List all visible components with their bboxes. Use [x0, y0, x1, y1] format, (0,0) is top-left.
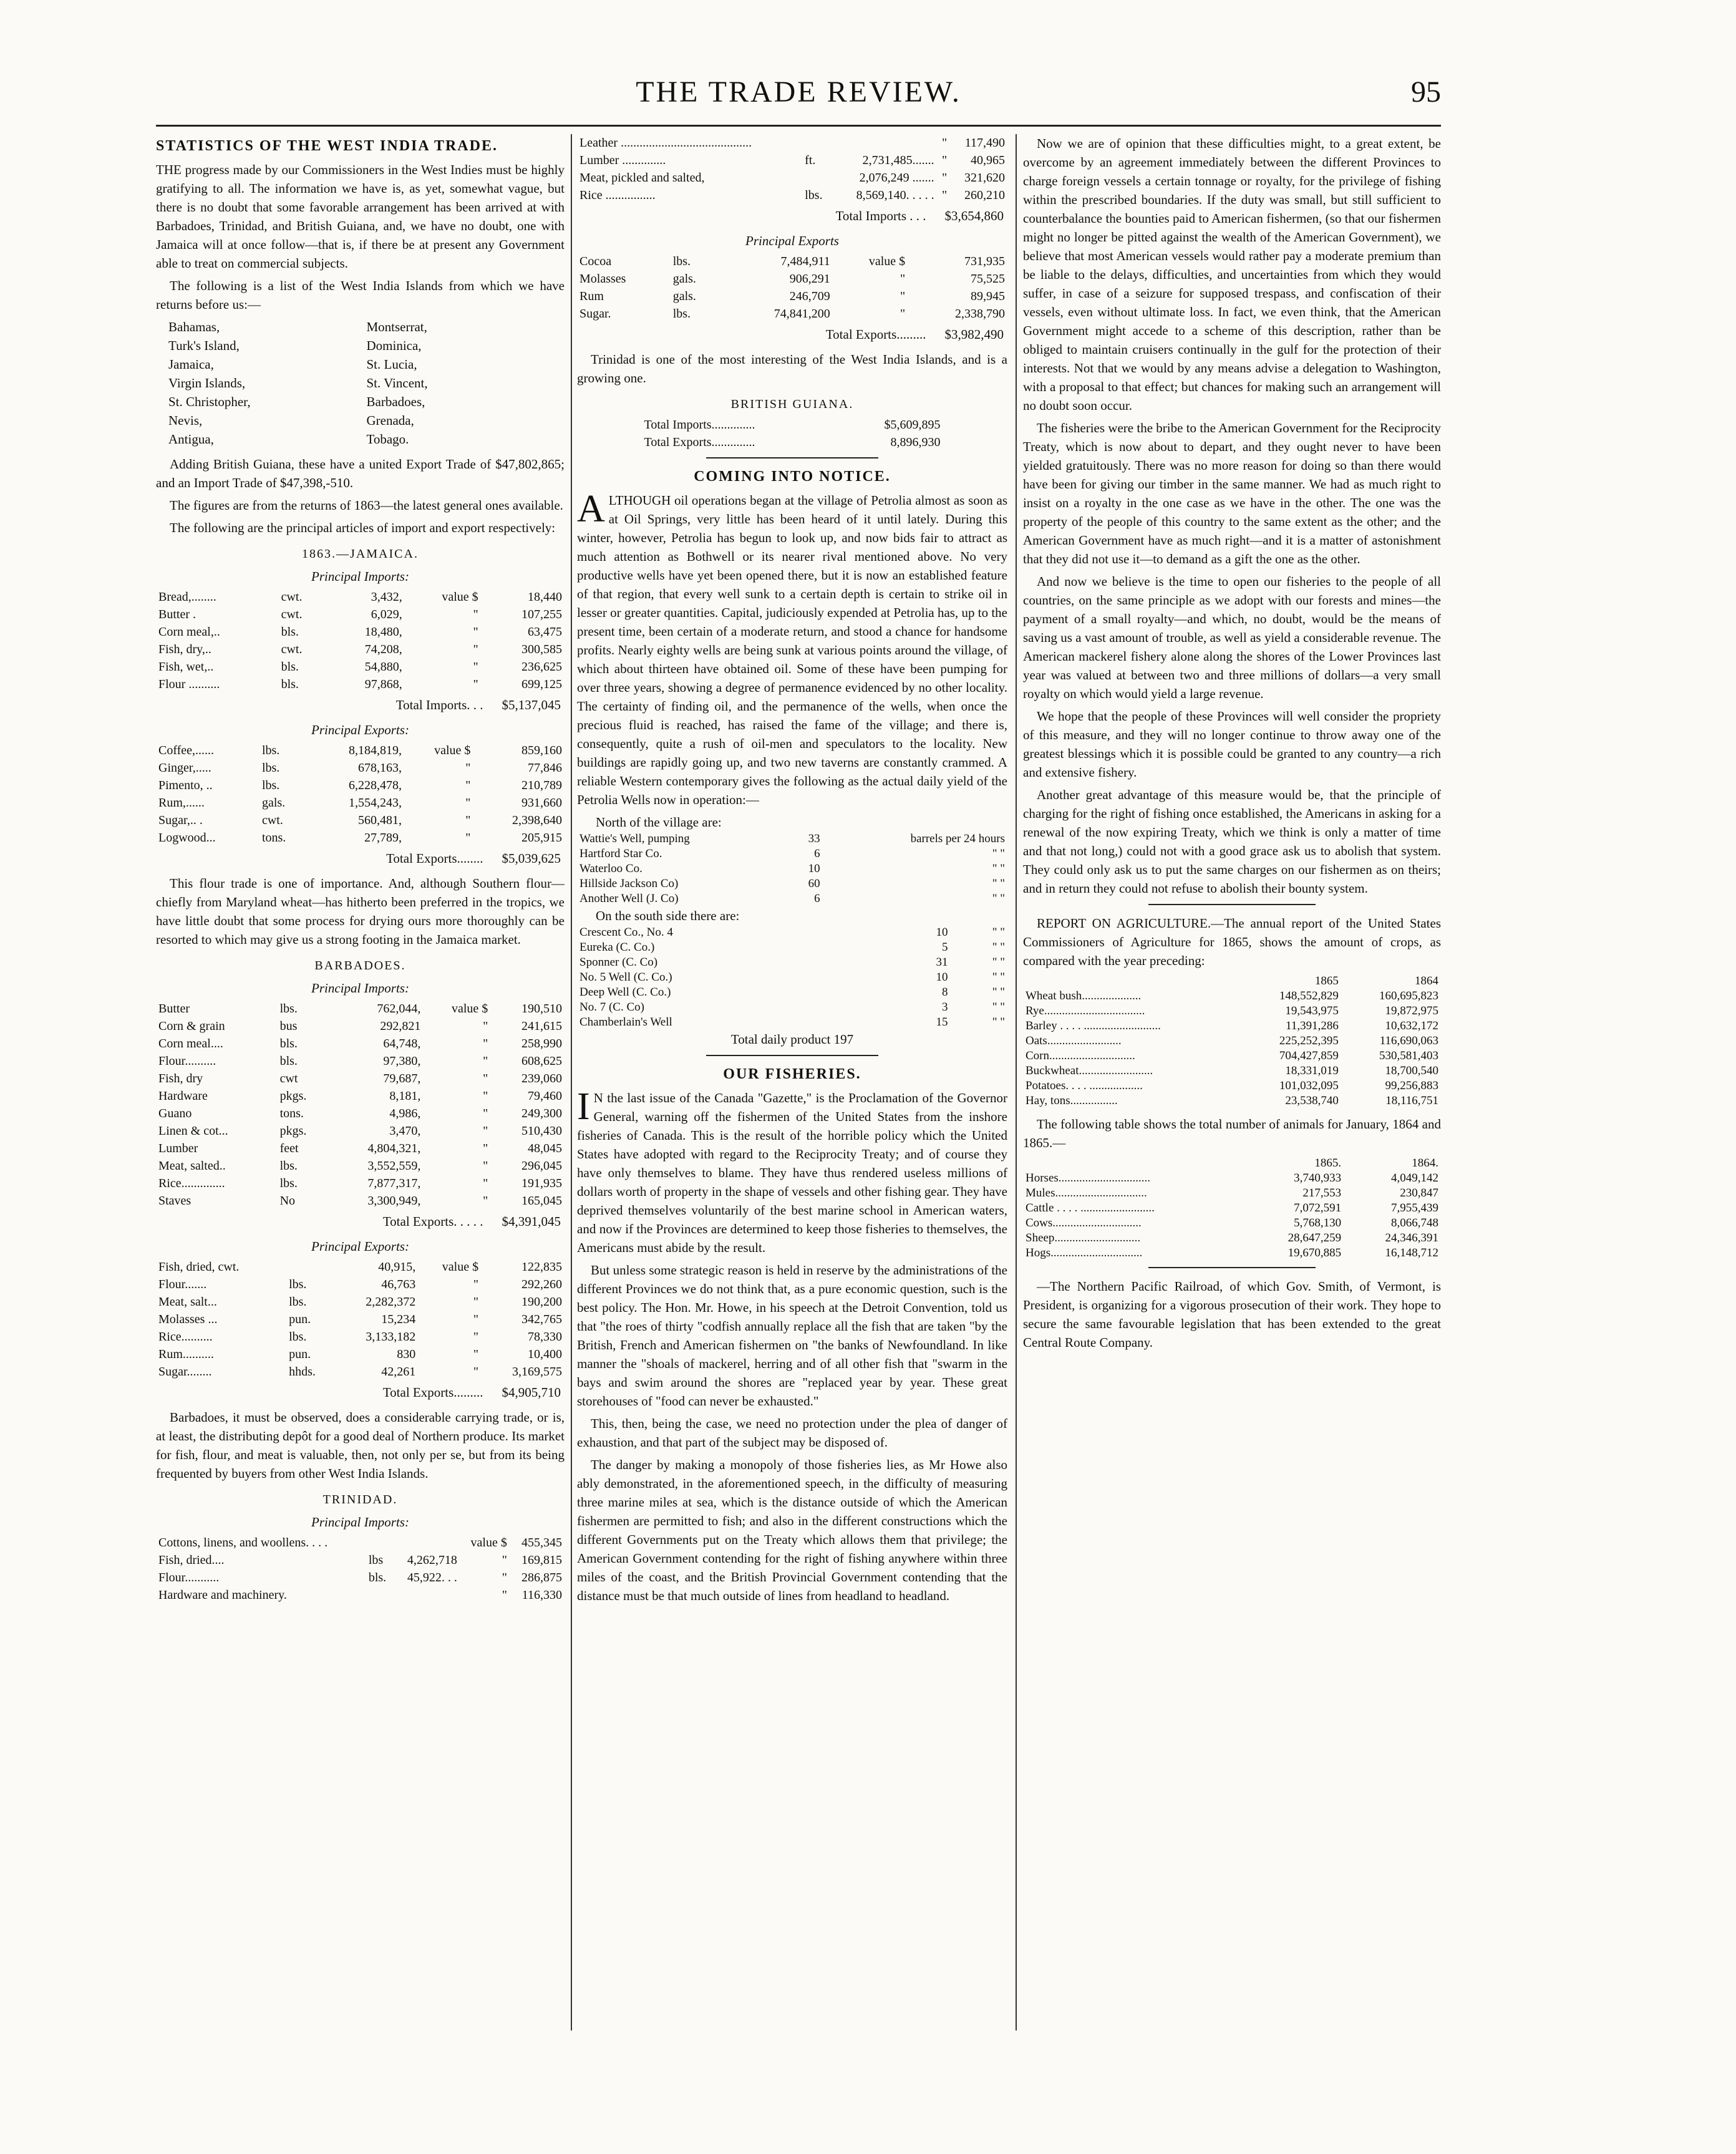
table-row: Wattie's Well, pumping 33 barrels per 24 hours — [579, 832, 1005, 845]
page-number: 95 — [1411, 75, 1441, 109]
table-row: Another Well (J. Co) 6 " " — [579, 892, 1005, 905]
barbadoes-imports-table — [156, 1000, 565, 1210]
table-row: Hillside Jackson Co) 60 " " — [579, 877, 1005, 890]
table-row: Coffee,...... lbs. 8,184,819, value $ 859,160 — [158, 744, 562, 757]
trinidad-imports-table-cont — [577, 134, 1007, 204]
table-row: Cocoa lbs. 7,484,911 value $ 731,935 — [579, 255, 1005, 268]
table-row: Rye.................................. 19,543,975 19,872,975 — [1026, 1004, 1438, 1017]
total-line: Total Imports . . . $3,654,860 — [835, 208, 1004, 223]
table-row: Mules............................... 217,553 230,847 — [1026, 1186, 1438, 1200]
subsection-heading: Principal Imports: — [311, 569, 409, 584]
table-row: Flour.......... bls. 97,380, " 608,625 — [158, 1054, 562, 1068]
well-list-heading: On the south side there are: — [596, 908, 740, 923]
island-name: Antigua, — [168, 432, 214, 447]
table-row: Fish, dried.... lbs 4,262,718 " 169,815 — [158, 1553, 562, 1567]
section-heading: BRITISH GUIANA. — [730, 397, 854, 411]
table-row: Rice.............. lbs. 7,877,317, " 191,935 — [158, 1176, 562, 1190]
section-heading: BARBADOES. — [314, 959, 406, 973]
table-row: Hardware pkgs. 8,181, " 79,460 — [158, 1089, 562, 1103]
island-name: St. Christopher, — [168, 394, 251, 409]
paragraph: And now we believe is the time to open our fisheries to the people of all countries, on the same principle as we adopt with our forests and mines—the payment of a small royalty—and which, no doubt, would be the means of saving us a vast amount of trouble, as well as yield a considerable revenue. The American mackerel fishery alone along the shores of the Lower Provinces last year was valued at between two and three millions of dollars—a very small royalty on which would yield a large revenue. — [1023, 574, 1441, 701]
table-row: Flour .......... bls. 97,868, " 699,125 — [158, 677, 562, 691]
jamaica-imports-table — [156, 588, 565, 693]
island-name: Jamaica, — [168, 357, 214, 372]
table-row: Cows.............................. 5,768,130 8,066,748 — [1026, 1216, 1438, 1230]
table-row: Pimento, .. lbs. 6,228,478, " 210,789 — [158, 779, 562, 792]
paragraph: The danger by making a monopoly of those fisheries lies, as Mr Howe also ably demonstrated, in the aforementioned speech, in the difficulty of measuring three marine miles at sea, which is the distance outside of which the American fishermen are permitted to fish; and also in the different constructions which the different Governments put on the Treaty which allows them that privilege; the American Government contending for the right of fishing anywhere within three miles of the coast, and the British Provincial Government contending that the distance must be that much outside of lines from headland to headland. — [577, 1457, 1007, 1603]
divider — [706, 457, 878, 458]
total-line: Total Imports. . . $5,137,045 — [395, 697, 561, 712]
table-row: Rum,...... gals. 1,554,243, " 931,660 — [158, 796, 562, 810]
table-row: Eureka (C. Co.) 5 " " — [579, 941, 1005, 954]
column-2 — [577, 134, 1007, 2030]
table-row: Sugar,.. . cwt. 560,481, " 2,398,640 — [158, 813, 562, 827]
railroad-note: —The Northern Pacific Railroad, of which Gov. Smith, of Vermont, is President, is organizing for a vigorous prosecution of their work. They hope to secure the same favourable legislation that has been extended to the great Central Route Company. — [1023, 1279, 1441, 1350]
table-row: Fish, dry cwt 79,687, " 239,060 — [158, 1072, 562, 1085]
column-rule — [571, 134, 572, 2030]
table-row: Total Imports.............. $5,609,895 — [644, 418, 941, 432]
trinidad-exports-table — [577, 253, 1007, 323]
table-row: Ginger,..... lbs. 678,163, " 77,846 — [158, 761, 562, 775]
paragraph: We hope that the people of these Provinces will well consider the propriety of this measure, and they will no longer continue to throw away one of the greatest blessings which it is possible could be granted to any country—a rich and extensive fishery. — [1023, 709, 1441, 780]
total-line: Total Exports. . . . . $4,391,045 — [382, 1214, 561, 1229]
table-row: Fish, dry,.. cwt. 74,208, " 300,585 — [158, 643, 562, 656]
table-row: Butter lbs. 762,044, value $ 190,510 — [158, 1002, 562, 1016]
table-row: Rum.......... pun. 830 " 10,400 — [158, 1347, 562, 1361]
island-name: Dominica, — [366, 338, 422, 353]
table-row: Bread,........ cwt. 3,432, value $ 18,440 — [158, 590, 562, 604]
section-heading: 1863.—JAMAICA. — [302, 547, 419, 561]
total-line: Total Exports......... $3,982,490 — [825, 327, 1004, 342]
island-name: St. Vincent, — [366, 376, 428, 391]
paragraph: The figures are from the returns of 1863—the latest general ones available. — [170, 498, 563, 513]
table-row: Chamberlain's Well 15 " " — [579, 1016, 1005, 1029]
article-body: I N the last issue of the Canada "Gazette," is the Proclamation of the Governor General, warning off the fishermen of the United States from the inshore fisheries of Canada. This is the result of the horrible policy which the United States have adopted with regard to the Reciprocity Treaty; and of course they have only themselves to blame. They have thus rendered useless millions of dollars worth of property in the shape of vessels and other fishing gear. They have deprived themselves voluntarily of the best marine school in American waters, and now if the Provinces are determined to keep those fisheries to themselves, the Americans must abide by the result. — [577, 1085, 1007, 1255]
drop-cap: A — [577, 488, 605, 530]
masthead-title: THE TRADE REVIEW. — [636, 75, 961, 109]
table-row: Cottons, linens, and woollens. . . . value $ 455,345 — [158, 1536, 562, 1550]
table-row: Molasses ... pun. 15,234 " 342,765 — [158, 1312, 562, 1326]
island-name: Bahamas, — [168, 319, 220, 334]
table-row: Sponner (C. Co) 31 " " — [579, 956, 1005, 969]
island-name: St. Lucia, — [366, 357, 417, 372]
guiana-table — [642, 416, 943, 451]
table-row: Linen & cot... pkgs. 3,470, " 510,430 — [158, 1124, 562, 1138]
wells-north-table — [577, 832, 1007, 906]
paragraph: The fisheries were the bribe to the American Government for the Reciprocity Treaty, which is now about to depart, and they ought never to have been yielded gratuitously. There was no more reason for doing so than there would have been for giving our timber in the same manner. We had as much right to insist on a royalty in the one case as we have in the other. The one was the property of the people of this country to the same extent as the other; and the American Government have as much right—and it is a matter of astonishment that they did not use it—to demand as a gift the one as the other. — [1023, 420, 1441, 566]
paragraph: But unless some strategic reason is held in reserve by the administrations of the different Provinces we do not think that, as a pure economic question, such is the best policy. The Hon. Mr. Howe, in his speech at the Detroit Convention, told us that "the roes of thirty "codfish annually replace all the fish that are taken "by the British, French and American fishermen on "the banks of Newfoundland. In like manner the "shoals of mackerel, herring and of all other fish that "swarm in the bays and swim around the shores are "replaced year by year. These great storehouses of "food can never be exhausted." — [577, 1263, 1007, 1409]
paragraph: Another great advantage of this measure would be, that the principle of charging for the right of fishing once established, the Americans in asking for a renewal of the now expiring Treaty, which we think is only a matter of time and that not long,) could not with a good grace ask us to abolish that system. They could only ask us to put the same charges on our fishermen as on theirs; and in return they could not refuse to abolish their bounty system. — [1023, 787, 1441, 896]
table-row: No. 5 Well (C. Co.) 10 " " — [579, 971, 1005, 984]
table-row: Corn meal,.. bls. 18,480, " 63,475 — [158, 625, 562, 639]
table-row: Sheep............................. 28,647,259 24,346,391 — [1026, 1231, 1438, 1244]
table-row: Cattle . . . . ......................... 7,072,591 7,955,439 — [1026, 1201, 1438, 1215]
article-body: ALTHOUGH oil operations began at the village of Petrolia almost as soon as at Oil Springs, very little has been heard of it until lately. During this winter, however, Petrolia has begun to look up, and now bids fair to attract as much attention as Bothwell or its nearer rival mentioned above. No very productive wells have yet been opened there, but it is now an established feature of that region, that every well sunk to a certain depth is certain to strike oil in lesser or greater quantities. Capital, judiciously expended at Petrolia has, up to the present time, been certain of a moderate return, and stood a chance for handsome profits. Nearly eighty wells are being sunk at various points around the village, of which about thirteen have obtained oil. Some of these have been pumping for over three years, showing a degree of permanence evidenced by no other locality. The certainty of finding oil, and the permanence of the wells, when once the precious fluid is reached, has raised the fame of the village; and there is, consequently, quite a rush of oil-men and speculators to the locality. New buildings are rapidly going up, and two new taverns are constantly crammed. A reliable Western contemporary gives the following as the actual daily yield of the Petrolia Wells now in operation:— — [577, 488, 1007, 807]
table-row: Waterloo Co. 10 " " — [579, 862, 1005, 875]
island-name: Montserrat, — [366, 319, 427, 334]
page-header — [156, 75, 1441, 119]
paragraph: Barbadoes, it must be observed, does a considerable carrying trade, or is, at least, the distributing depôt for a good deal of Northern produce. Its market for fish, flour, and meat is valuable, then, not only per se, but from its being frequented by buyers from other West India Islands. — [156, 1410, 565, 1481]
table-row: Corn & grain bus 292,821 " 241,615 — [158, 1019, 562, 1033]
table-row: Barley . . . . .......................... 11,391,286 10,632,172 — [1026, 1019, 1438, 1032]
table-row: Total Exports.............. 8,896,930 — [644, 435, 941, 449]
well-list-heading: North of the village are: — [596, 815, 722, 830]
crops-table: 1865 1864 Wheat bush.................... 148,552,829 160,695,823 Rye.................................. 19,543,975 19,872,975 Barley . . . . .......................... 11,391,286 10,632,172 Oats......................... 225,252,395 116,690,063 Corn............................. 704,427,859 530,581,403 Buckwheat......................... 18,331,019 18,700,540 Potatoes. . . . .................. 101,032,095 99,256,883 Hay, tons................ 23,538,740 18,116,751 — [1023, 974, 1441, 1109]
paragraph: The following table shows the total number of animals for January, 1864 and 1865.— — [1023, 1117, 1441, 1150]
table-row: Rice.......... lbs. 3,133,182 " 78,330 — [158, 1330, 562, 1344]
divider — [706, 1055, 878, 1056]
table-row: Rice ................ lbs. 8,569,140. . . . . " 260,210 — [579, 188, 1005, 202]
column-3 — [1023, 134, 1441, 2030]
table-row: Horses............................... 3,740,933 4,049,142 — [1026, 1172, 1438, 1185]
column-rule — [1016, 134, 1017, 2030]
subsection-heading: Principal Exports — [745, 233, 839, 248]
article-title: STATISTICS OF THE WEST INDIA TRADE. — [156, 138, 498, 154]
table-row: Butter . cwt. 6,029, " 107,255 — [158, 608, 562, 621]
table-row: Meat, pickled and salted, 2,076,249 ....... " 321,620 — [579, 171, 1005, 185]
table-row: Potatoes. . . . .................. 101,032,095 99,256,883 — [1026, 1079, 1438, 1092]
table-row: Sugar. lbs. 74,841,200 " 2,338,790 — [579, 307, 1005, 321]
table-row: Oats......................... 225,252,395 116,690,063 — [1026, 1034, 1438, 1047]
table-row: Hogs............................... 19,670,885 16,148,712 — [1026, 1246, 1438, 1259]
section-heading: TRINIDAD. — [322, 1493, 398, 1506]
divider — [1148, 904, 1316, 905]
island-name: Grenada, — [366, 413, 414, 428]
animals-table: 1865. 1864. Horses............................... 3,740,933 4,049,142 Mules............................... 217,553 230,847 Cattle . . . . ......................... 7,072,591 7,955,439 Cows.............................. 5,768,130 8,066,748 Sheep............................. 28,647,259 24,346,391 Hogs............................... 19,670,885 16,148,712 — [1023, 1156, 1441, 1261]
table-row: Buckwheat......................... 18,331,019 18,700,540 — [1026, 1064, 1438, 1077]
wells-south-table — [577, 925, 1007, 1030]
subsection-heading: Principal Exports: — [311, 722, 409, 737]
column-1 — [156, 134, 565, 2030]
table-row: Hardware and machinery. " 116,330 — [158, 1588, 562, 1602]
island-list — [168, 318, 565, 449]
table-row: Sugar........ hhds. 42,261 " 3,169,575 — [158, 1365, 562, 1379]
subsection-heading: Principal Imports: — [311, 981, 409, 996]
trinidad-imports-table — [156, 1534, 565, 1604]
island-name: Turk's Island, — [168, 338, 240, 353]
island-name: Nevis, — [168, 413, 203, 428]
island-name: Virgin Islands, — [168, 376, 246, 391]
table-row: Hay, tons................ 23,538,740 18,116,751 — [1026, 1094, 1438, 1107]
table-row: Deep Well (C. Co.) 8 " " — [579, 986, 1005, 999]
table-row: Lumber .............. ft. 2,731,485....... " 40,965 — [579, 153, 1005, 167]
table-row: Leather .......................................... " 117,490 — [579, 136, 1005, 150]
table-row: Hartford Star Co. 6 " " — [579, 847, 1005, 860]
drop-cap: I — [577, 1085, 590, 1128]
paragraph: Adding British Guiana, these have a united Export Trade of $47,802,865; and an Import Trade of $47,398,-510. — [156, 457, 565, 490]
paragraph: This flour trade is one of importance. And, although Southern flour—chiefly from Maryland wheat—has hitherto been preferred in the tropics, we have little doubt that some process for drying ours more thoroughly can be resorted to which may give us a strong footing in the Jamaica market. — [156, 876, 565, 947]
table-row: Wheat bush.................... 148,552,829 160,695,823 — [1026, 989, 1438, 1002]
total-line: Total Exports........ $5,039,625 — [386, 851, 561, 866]
table-row: Crescent Co., No. 4 10 " " — [579, 926, 1005, 939]
barbadoes-exports-table — [156, 1258, 565, 1380]
table-row: Flour........... bls. 45,922. . . " 286,875 — [158, 1571, 562, 1584]
table-row: Molasses gals. 906,291 " 75,525 — [579, 272, 1005, 286]
table-row: Fish, wet,.. bls. 54,880, " 236,625 — [158, 660, 562, 674]
table-row: No. 7 (C. Co) 3 " " — [579, 1001, 1005, 1014]
table-row: Corn meal.... bls. 64,748, " 258,990 — [158, 1037, 562, 1050]
table-row: Flour....... lbs. 46,763 " 292,260 — [158, 1278, 562, 1291]
paragraph: The following is a list of the West India Islands from which we have returns before us:— — [156, 278, 565, 312]
article-title: OUR FISHERIES. — [723, 1066, 861, 1082]
subsection-heading: Principal Imports: — [311, 1515, 409, 1530]
daily-total: Total daily product 197 — [730, 1032, 854, 1047]
paragraph: The following are the principal articles of import and export respectively: — [170, 520, 556, 535]
table-row: Logwood... tons. 27,789, " 205,915 — [158, 831, 562, 845]
paragraph: This, then, being the case, we need no protection under the plea of danger of exhaustion, and that part of the subject may be disposed of. — [577, 1416, 1007, 1450]
table-row: Fish, dried, cwt. 40,915, value $ 122,835 — [158, 1260, 562, 1274]
island-name: Tobago. — [366, 432, 409, 447]
table-row: Meat, salt... lbs. 2,282,372 " 190,200 — [158, 1295, 562, 1309]
island-name: Barbadoes, — [366, 394, 425, 409]
paragraph: Now we are of opinion that these difficulties might, to a great extent, be overcome by an agreement immediately between the different Provinces to charge foreign vessels a certain tonnage or royalty, for the privilege of fishing within the prescribed boundaries. If the duty was small, but still sufficient to counterbalance the bounties paid to American fishermen, (so that our fishermen might no longer be pitted against the wealth of the American Government), we believe that most American vessels would rather pay a moderate premium than be liable to the delays, difficulties, and uncertainties from which they would suffer, in case of a seizure for supposed trespass, and confiscation of their vessels, even without ultimate loss. In fact, we even think, that the American Government might accede to a scheme of this description, rather than be obliged to maintain cruisers continually in the gulf for the protection of their interests. Not that we would by any means advise a delegation to Washington, with a proposal to that effect; but chances for making such an arrangement will no doubt soon occur. — [1023, 136, 1441, 413]
table-row: Meat, salted.. lbs. 3,552,559, " 296,045 — [158, 1159, 562, 1173]
table-row: Lumber feet 4,804,321, " 48,045 — [158, 1142, 562, 1155]
header-rule — [156, 125, 1441, 127]
divider — [1148, 1267, 1316, 1268]
table-row: Rum gals. 246,709 " 89,945 — [579, 289, 1005, 303]
table-row: Corn............................. 704,427,859 530,581,403 — [1026, 1049, 1438, 1062]
subsection-heading: Principal Exports: — [311, 1239, 409, 1254]
total-line: Total Exports......... $4,905,710 — [382, 1385, 561, 1400]
table-row: Staves No 3,300,949, " 165,045 — [158, 1194, 562, 1208]
article-title: COMING INTO NOTICE. — [694, 468, 891, 485]
article-intro: THE progress made by our Commissioners in the West Indies must be highly gratifying to all. The information we have is, as yet, somewhat vague, but there is no doubt that some favorable arrangement has been arrived at with Barbadoes, Trinidad, and British Guiana, and, we have no doubt, one with Jamaica will at once follow—that is, if there be at present any Government able to treat on commercial subjects. — [156, 162, 565, 271]
paragraph: Trinidad is one of the most interesting of the West India Islands, and is a growing one. — [577, 352, 1007, 386]
jamaica-exports-table — [156, 742, 565, 847]
agriculture-intro: REPORT ON AGRICULTURE.—The annual report of the United States Commissioners of Agriculture for 1865, shows the amount of crops, as compared with the year preceding: — [1023, 916, 1441, 968]
table-row: Guano tons. 4,986, " 249,300 — [158, 1107, 562, 1120]
